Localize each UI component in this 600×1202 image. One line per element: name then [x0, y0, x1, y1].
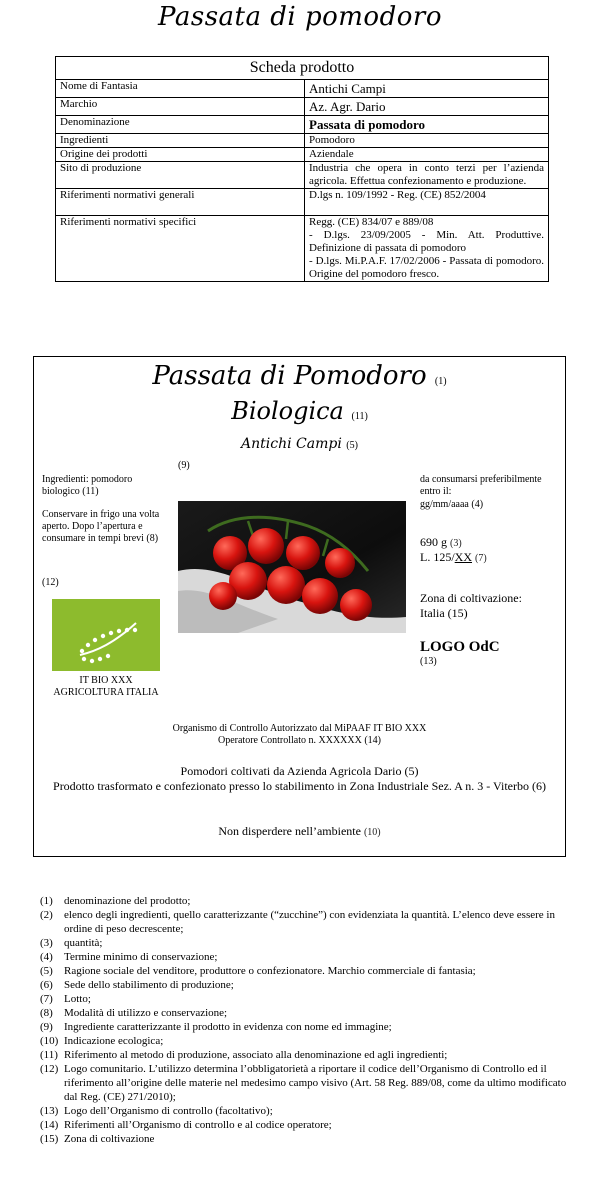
row-value-line: - D.lgs. Mi.P.A.F. 17/02/2006 - Passata di pomodoro. Origine del pomodoro fresco. — [309, 255, 544, 280]
row-key: Denominazione — [56, 116, 305, 134]
list-item — [40, 908, 570, 936]
eco-ref: (10) — [363, 827, 381, 838]
eco-note — [34, 824, 565, 840]
weight — [420, 535, 462, 551]
eu-leaf-icon — [52, 599, 160, 671]
date-format: gg/mm/aaaa (4) — [420, 499, 484, 510]
note-number: (15) — [40, 1133, 59, 1145]
note-number: (2) — [40, 909, 53, 921]
table-header: Scheda prodotto — [56, 57, 549, 80]
note-number: (13) — [40, 1105, 59, 1117]
label-title-text: Passata di Pomodoro — [152, 361, 427, 391]
list-item — [40, 964, 570, 978]
list-item — [40, 978, 570, 992]
eu-code: IT BIO XXX — [79, 675, 133, 686]
table-row — [56, 148, 549, 162]
label-title — [34, 361, 565, 391]
row-key: Riferimenti normativi generali — [56, 189, 305, 216]
storage-text: Conservare in frigo una volta aperto. Dopo l’apertura e consumare in tempi brevi (8) — [42, 509, 160, 544]
row-value: D.lgs n. 109/1992 - Reg. (CE) 852/2004 — [305, 189, 549, 216]
table-row — [56, 216, 549, 282]
table-row — [56, 134, 549, 148]
list-item — [40, 950, 570, 964]
row-value: Pomodoro — [305, 134, 549, 148]
note-text: Ragione sociale del venditore, produttore o confezionatore. Marchio commerciale di fantasia; — [64, 965, 476, 977]
note-number: (7) — [40, 993, 53, 1005]
row-value: Aziendale — [305, 148, 549, 162]
row-value: Antichi Campi — [305, 80, 549, 98]
row-value: Az. Agr. Dario — [305, 98, 549, 116]
label-brand-text: Antichi Campi — [241, 436, 342, 452]
row-key: Riferimenti normativi specifici — [56, 216, 305, 282]
note-number: (6) — [40, 979, 53, 991]
list-item — [40, 1132, 570, 1146]
weight-ref: (3) — [450, 538, 462, 549]
label-title-ref: (1) — [434, 376, 447, 387]
table-row — [56, 98, 549, 116]
label-subtitle — [34, 397, 565, 425]
note-text: Zona di coltivazione — [64, 1133, 155, 1145]
note-number: (14) — [40, 1119, 59, 1131]
note-text: Ingrediente caratterizzante il prodotto in evidenza con nome ed immagine; — [64, 1021, 392, 1033]
zone-value: Italia (15) — [420, 606, 468, 620]
product-label — [33, 356, 566, 857]
note-number: (3) — [40, 937, 53, 949]
operator-line: Operatore Controllato n. XXXXXX (14) — [217, 735, 382, 746]
table-row — [56, 189, 549, 216]
note-number: (11) — [40, 1049, 58, 1061]
list-item — [40, 1118, 570, 1132]
weight-value: 690 g — [420, 535, 447, 549]
note-number: (4) — [40, 951, 53, 963]
note-number: (10) — [40, 1035, 59, 1047]
lot-value: L. 125/ — [420, 550, 455, 564]
note-text: Logo comunitario. L’utilizzo determina l’obbligatorietà a riportare il codice dell’Organismo di Controllo ed il riferimento all’origine delle materie nel medesimo campo visivo (Art. 58 Reg. 889/08, come da ultimo modificato dal Reg. (CE) 271/2010); — [64, 1063, 567, 1103]
odc-logo-ref: (13) — [420, 656, 437, 667]
list-item — [40, 992, 570, 1006]
eu-origin: AGRICOLTURA ITALIA — [53, 687, 159, 698]
zone-label: Zona di coltivazione: — [420, 591, 522, 605]
note-number: (9) — [40, 1021, 53, 1033]
tomato-photo — [178, 501, 406, 633]
eu-organic-logo — [52, 599, 160, 671]
note-text: Lotto; — [64, 993, 91, 1005]
list-item — [40, 894, 570, 908]
footnotes-list — [40, 894, 570, 1146]
note-text: Sede dello stabilimento di produzione; — [64, 979, 234, 991]
row-value-line: Regg. (CE) 834/07 e 889/08 — [309, 216, 434, 228]
producer-line: Pomodori coltivati da Azienda Agricola Dario (5) — [180, 764, 419, 778]
row-key: Origine dei prodotti — [56, 148, 305, 162]
note-number: (12) — [40, 1063, 59, 1075]
odc-logo-placeholder: LOGO OdC — [420, 639, 500, 655]
list-item — [40, 1048, 570, 1062]
lot — [420, 550, 487, 566]
control-body-line: Organismo di Controllo Autorizzato dal MiPAAF IT BIO XXX — [172, 723, 427, 734]
note-text: Riferimento al metodo di produzione, associato alla denominazione ed agli ingredienti; — [64, 1049, 448, 1061]
row-value: Industria che opera in conto terzi per l’azienda agricola. Effettua confezionamento e produzione. — [305, 162, 549, 189]
label-brand — [34, 436, 565, 452]
list-item — [40, 1062, 570, 1104]
row-value — [305, 216, 549, 282]
note-text: Modalità di utilizzo e conservazione; — [64, 1007, 228, 1019]
label-brand-ref: (5) — [346, 440, 358, 451]
eu-logo-ref: (12) — [42, 577, 59, 588]
table-row — [56, 162, 549, 189]
list-item — [40, 1034, 570, 1048]
product-sheet-table — [55, 56, 549, 282]
note-number: (8) — [40, 1007, 53, 1019]
image-ref: (9) — [178, 460, 190, 471]
note-text: denominazione del prodotto; — [64, 895, 191, 907]
list-item — [40, 1104, 570, 1118]
table-header-row — [56, 57, 549, 80]
document-title: Passata di pomodoro — [158, 2, 442, 32]
note-text: Riferimenti all’Organismo di controllo e al codice operatore; — [64, 1119, 332, 1131]
tomato-image-icon — [178, 501, 406, 633]
row-value-line: - D.lgs. 23/09/2005 - Min. Att. Produttive. Definizione di passata di pomodoro — [309, 229, 544, 254]
row-key: Nome di Fantasia — [56, 80, 305, 98]
note-number: (1) — [40, 895, 53, 907]
table-row — [56, 80, 549, 98]
label-subtitle-text: Biologica — [231, 397, 344, 425]
note-text: Logo dell’Organismo di controllo (facoltativo); — [64, 1105, 273, 1117]
list-item — [40, 1006, 570, 1020]
note-text: Termine minimo di conservazione; — [64, 951, 218, 963]
row-key: Sito di produzione — [56, 162, 305, 189]
row-value: Passata di pomodoro — [305, 116, 549, 134]
row-key: Marchio — [56, 98, 305, 116]
table-row — [56, 116, 549, 134]
eco-text: Non disperdere nell’ambiente — [218, 824, 361, 838]
plant-line: Prodotto trasformato e confezionato presso lo stabilimento in Zona Industriale Sez. A n. 3 - Viterbo (6) — [53, 779, 546, 793]
label-subtitle-ref: (11) — [351, 411, 368, 422]
note-text: quantità; — [64, 937, 103, 949]
note-text: Indicazione ecologica; — [64, 1035, 164, 1047]
ingredients-text: Ingredienti: pomodoro biologico (11) — [42, 474, 133, 497]
note-text: elenco degli ingredienti, quello caratterizzante (“zucchine”) con evidenziata la quantità. L’elenco deve essere in ordine di peso decrescente; — [64, 909, 555, 935]
row-key: Ingredienti — [56, 134, 305, 148]
list-item — [40, 936, 570, 950]
best-before-text: da consumarsi preferibilmente entro il: — [420, 474, 542, 497]
list-item — [40, 1020, 570, 1034]
eu-logo-caption — [42, 675, 170, 699]
note-number: (5) — [40, 965, 53, 977]
lot-ref: (7) — [475, 553, 487, 564]
lot-code: XX — [454, 550, 473, 564]
